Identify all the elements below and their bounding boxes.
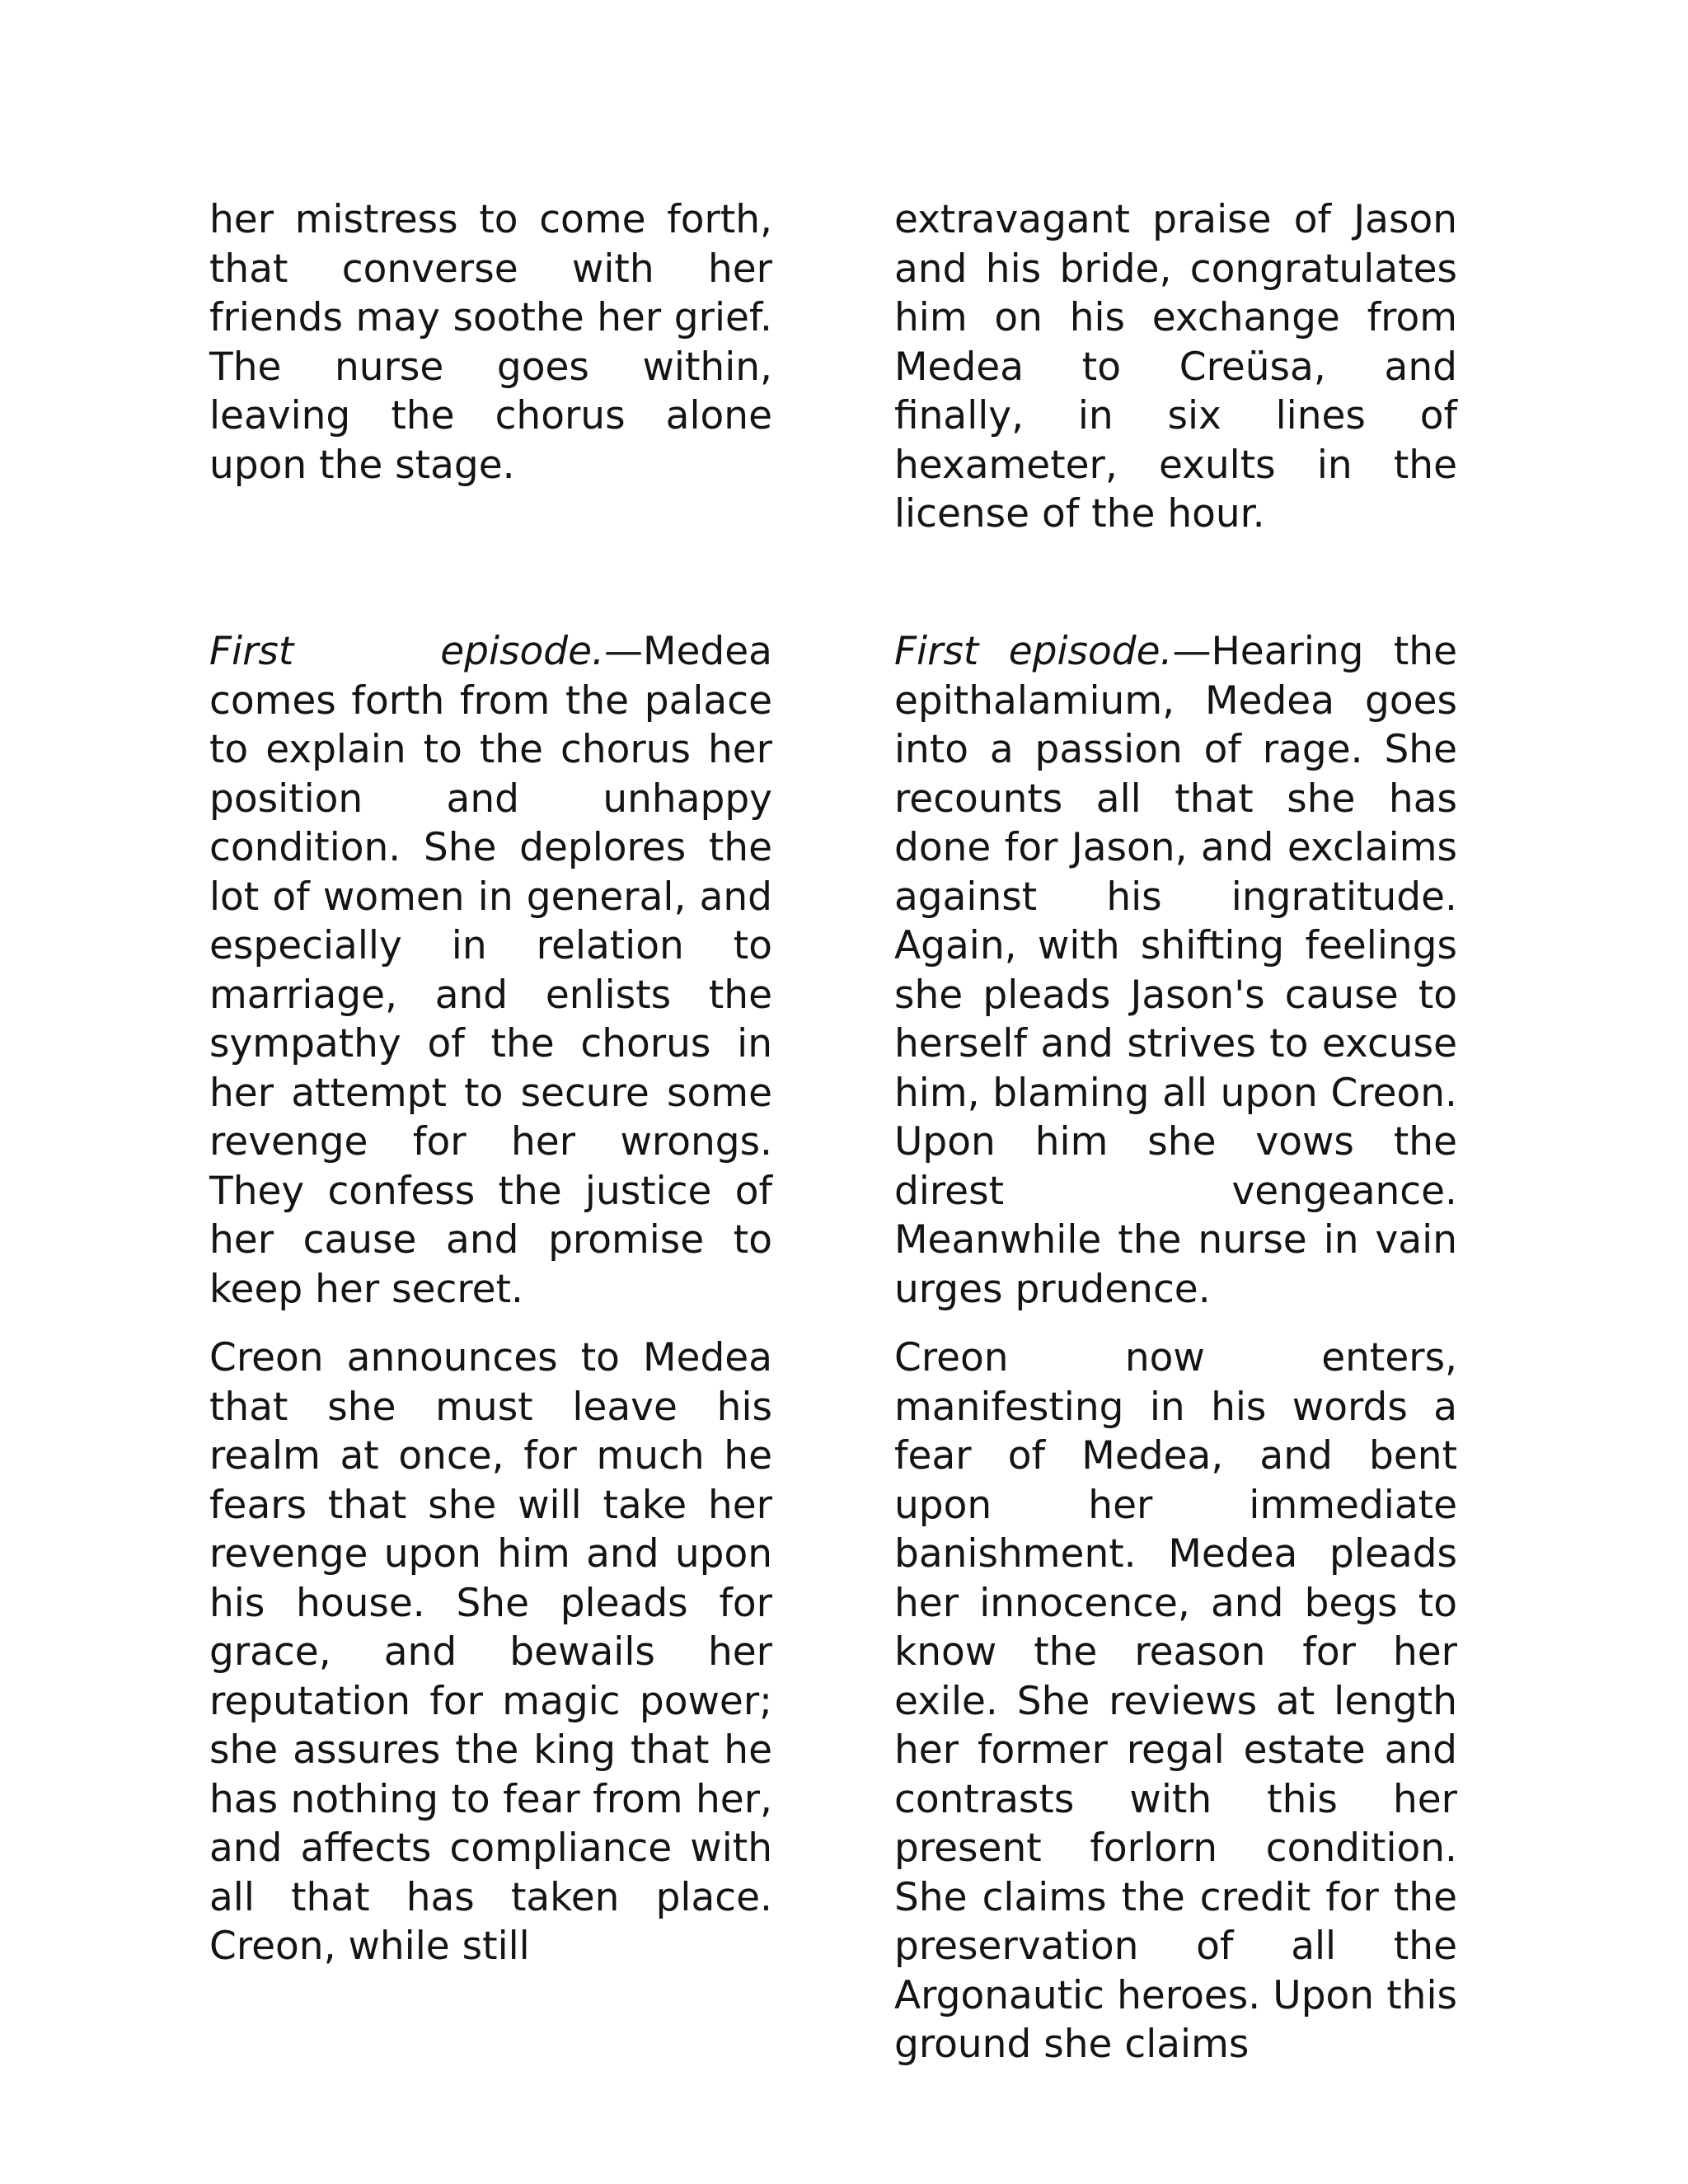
right-episode-paragraph <box>894 627 1457 1314</box>
left-intro-paragraph: her mistress to come forth, that converse with her friends may soothe her grief. The nurse goes within, leaving the chorus alone upon the stage. <box>209 197 772 488</box>
left-column-intro <box>209 195 772 490</box>
left-episode-paragraph <box>209 627 772 1314</box>
right-intro-paragraph: extravagant praise of Jason and his bride, congratulates him on his exchange from Medea to Creüsa, and finally, in six lines of hexameter, exults in the license of the hour. <box>894 197 1457 537</box>
right-column-episode <box>894 627 1457 2069</box>
left-episode-text: —Medea comes forth from the palace to explain to the chorus her position and unhappy condition. She deplores the lot of women in general, and especially in relation to marriage, and enlists the sympathy of the chorus in her attempt to secure some revenge for her wrongs. They confess the justice of her cause and promise to keep her secret. <box>209 629 772 1312</box>
right-creon-paragraph: Creon now enters, manifesting in his words a fear of Medea, and bent upon her immediate banishment. Medea pleads her innocence, and begs to know the reason for her exile. She reviews at length her former regal estate and contrasts with this her present forlorn condition. She claims the credit for the preservation of all the Argonautic heroes. Upon this ground she claims <box>894 1335 1457 2067</box>
right-column-intro <box>894 195 1457 539</box>
right-episode-label: First episode. <box>894 629 1173 674</box>
left-episode-label: First episode. <box>209 629 604 674</box>
right-episode-text: —Hearing the epithalamium, Medea goes into a passion of rage. She recounts all that she has done for Jason, and exclaims against his ingratitude. Again, with shifting feelings she pleads Jason's cause to herself and strives to excuse him, blaming all upon Creon. Upon him she vows the direst vengeance. Meanwhile the nurse in vain urges prudence. <box>894 629 1457 1312</box>
left-column-episode <box>209 627 772 1971</box>
left-creon-paragraph: Creon announces to Medea that she must leave his realm at once, for much he fears that she will take her revenge upon him and upon his house. She pleads for grace, and bewails her reputation for magic power; she assures the king that he has nothing to fear from her, and affects compliance with all that has taken place. Creon, while still <box>209 1335 772 1969</box>
